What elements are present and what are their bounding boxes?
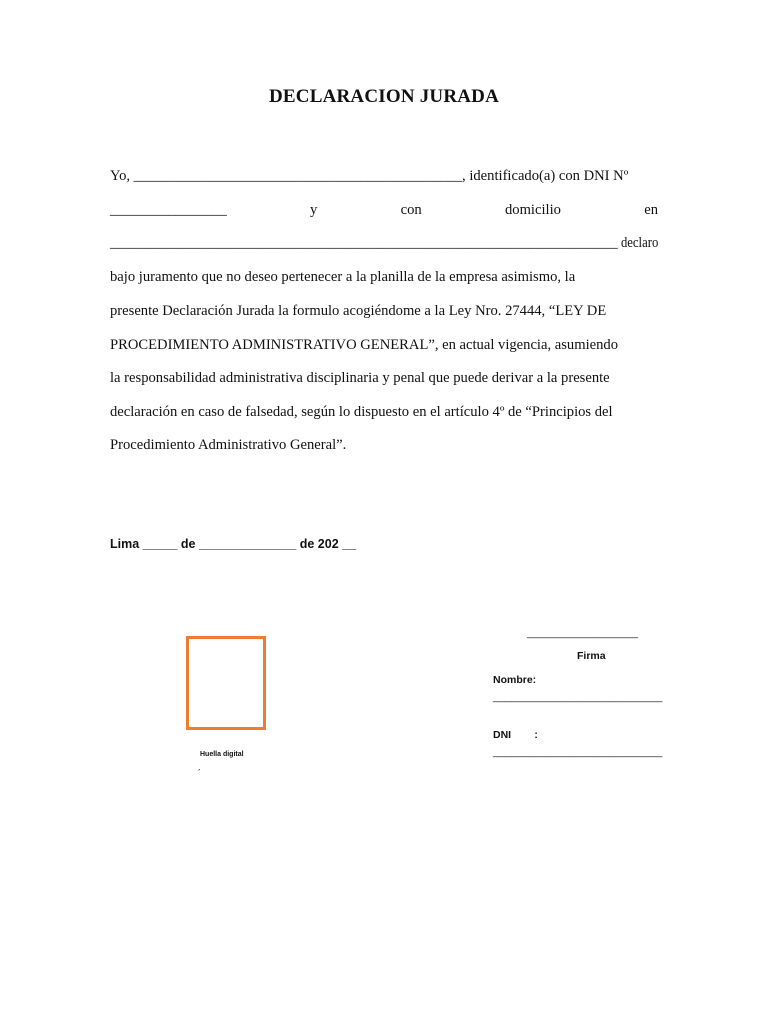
fingerprint-label: Huella digital	[200, 751, 244, 758]
body-line-1: Yo, _____________________________________________, identificado(a) con DNI Nº	[110, 168, 629, 184]
body-line-8: declaración en caso de falsedad, según lo dispuesto en el artículo 4º de “Principios del	[110, 404, 613, 420]
body-line-2-text: ________________ y con domicilio en	[110, 202, 658, 218]
body-line-4: bajo juramento que no deseo pertenecer a la planilla de la empresa asimismo, la	[110, 269, 576, 285]
date-line: Lima _____ de ______________ de 202 __	[110, 537, 357, 551]
tick-mark: ´	[198, 768, 201, 778]
body-line-7: la responsabilidad administrativa disciplinaria y penal que puede derivar a la presente	[110, 370, 610, 386]
name-line: _____________________________	[493, 691, 663, 703]
body-line-3: ________________________________________________________________________________ declaro	[110, 235, 659, 251]
dni-line: _____________________________	[493, 746, 663, 758]
signature-line: ___________________	[527, 627, 638, 639]
body-line-2	[110, 200, 658, 220]
dni-label: DNI :	[493, 729, 538, 741]
body-line-5: presente Declaración Jurada la formulo acogiéndome a la Ley Nro. 27444, “LEY DE	[110, 303, 607, 319]
body-line-6: PROCEDIMIENTO ADMINISTRATIVO GENERAL”, en actual vigencia, asumiendo	[110, 337, 618, 353]
signature-label: Firma	[577, 650, 606, 662]
body-line-9: Procedimiento Administrativo General”.	[110, 437, 347, 453]
document-title: DECLARACION JURADA	[268, 86, 500, 107]
name-label: Nombre:	[493, 674, 537, 686]
fingerprint-box	[186, 636, 266, 730]
